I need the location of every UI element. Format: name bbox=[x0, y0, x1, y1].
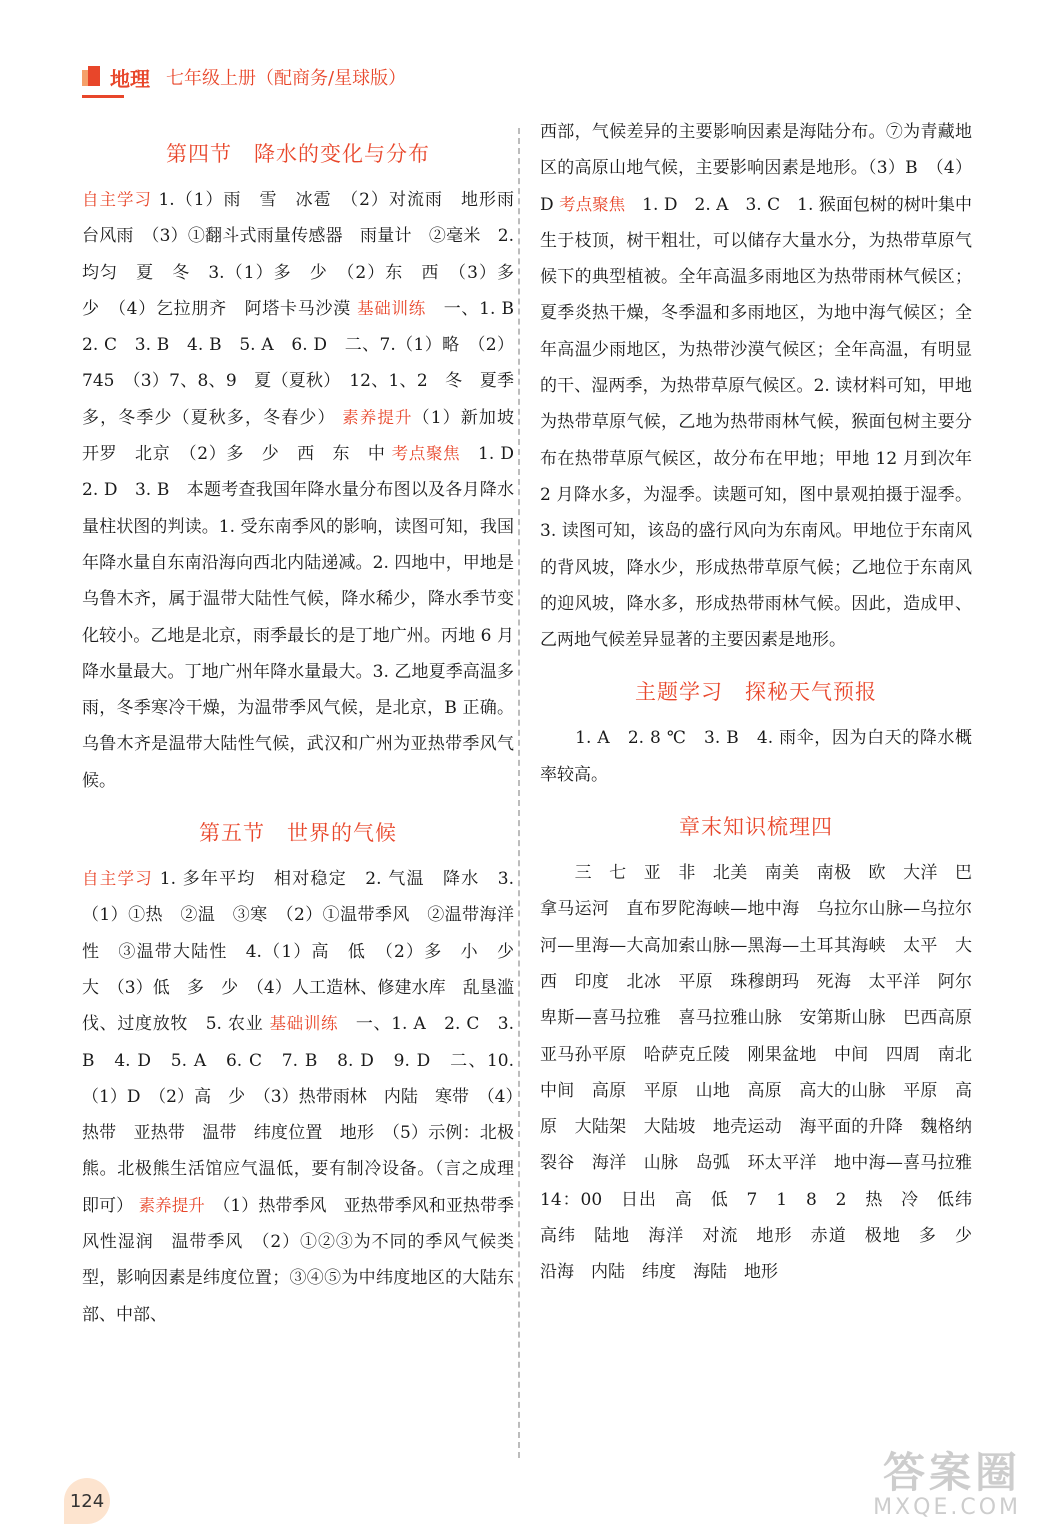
tag-suyang-s4: 素养提升 bbox=[342, 407, 413, 427]
watermark bbox=[873, 1448, 1021, 1520]
text-kaodian-s4: 1. D 2. D 3. B 本题考查我国年降水量分布图以及各月降水量柱状图的判读。1. 受东南季风的影响，读图可知，我国年降水量自东南沿海向西北内陆递减。2. 四地中，甲地是乌鲁木齐，属于温带大陆性气候，降水稀少，降水季节变化较小。乙地是北京，雨季最长的是丁地广州。丙地 6 月降水量最大。丁地广州年降水量最大。3. 乙地夏季高温多雨，冬季寒冷干燥，为温带季风气候，是北京，B 正确。乌鲁木齐是温带大陆性气候，武汉和广州为亚热带季风气候。 bbox=[82, 444, 531, 791]
tag-zizhu-s5: 自主学习 bbox=[82, 869, 154, 889]
tag-kaodian-s4: 考点聚焦 bbox=[391, 444, 461, 464]
right-column bbox=[540, 114, 989, 1309]
watermark-cn: 答案圈 bbox=[882, 1448, 1021, 1497]
text-kaodian-right: 1. D 2. A 3. C 1. 猴面包树的树叶集中生于枝顶，树干粗壮，可以储存大量水分，为热带草原气候下的典型植被。全年高温多雨地区为热带雨林气候区；夏季炎热干燥，冬季温和多雨地区，为地中海气候区；全年高温少雨地区，为热带沙漠气候区；全年高温，有明显的干、湿两季，为热带草原气候区。2. 读材料可知，甲地为热带草原气候，乙地为热带雨林气候，猴面包树主要分布在热带草原气候区，故分布在甲地；甲地 12 月到次年 2 月降水多，为湿季。读题可知，图中景观拍摄于湿季。3. 读图可知，该岛的盛行风向为东南风。甲地位于东南风的背风坡，降水少，形成热带草原气候；乙地位于东南风的迎风坡，降水多，形成热带雨林气候。因此，造成甲、乙两地气候差异显著的主要因素是地形。 bbox=[540, 194, 972, 651]
section-title-s5: 第五节 世界的气候 bbox=[199, 821, 397, 846]
answer-block-s5 bbox=[82, 861, 531, 1333]
answer-block-s4 bbox=[82, 182, 532, 799]
text-zizhu-s5: 1. 多年平均 相对稳定 2. 气温 降水 3.（1）①热 ②温 ③寒 （2）①温带季风 ②温带海洋性 ③温带大陆性 4.（1）高 低 （2）多 小 少 大 （3）低 多 少 （4）人工造林、修建水库 乱垦滥伐、过度放牧 5. 农业 bbox=[82, 869, 531, 1035]
answer-block-zhuti: 1. A 2. 8 ℃ 3. B 4. 雨伞，因为白天的降水概率较高。 bbox=[540, 728, 972, 785]
tag-jichu-s4: 基础训练 bbox=[357, 298, 426, 318]
tag-kaodian-right: 考点聚焦 bbox=[559, 194, 626, 214]
text-suyang-s5: （1）热带季风 亚热带季风和亚热带季风性湿润 温带季风 （2）①②③为不同的季风气候类型，影响因素是纬度位置；③④⑤为中纬度地区的大陆东部、中部、 bbox=[82, 1195, 515, 1325]
grade-label: 七年级上册（配商务/星球版） bbox=[166, 68, 407, 89]
tag-zizhu-s4: 自主学习 bbox=[82, 190, 153, 209]
page-number: 124 bbox=[64, 1478, 110, 1524]
header-underline bbox=[82, 95, 124, 98]
tag-suyang-s5: 素养提升 bbox=[138, 1195, 205, 1215]
section-title-zhuti: 主题学习 探秘天气预报 bbox=[635, 680, 877, 705]
watermark-en: MXQE.COM bbox=[873, 1495, 1021, 1520]
text-continued: 西部，气候差异的主要影响因素是海陆分布。⑦为青藏地区的高原山地气候，主要影响因素是地形。（3）B （4）D bbox=[540, 122, 972, 215]
text-jichu-s4: 一、1. B 2. C 3. B 4. B 5. A 6. D 二、7.（1）略 （2）745 （3）7、8、9 夏（夏秋） 12、1、2 冬 夏季多，冬季少（夏秋多，冬春少） bbox=[82, 298, 531, 428]
page-header bbox=[82, 62, 406, 92]
left-column bbox=[82, 128, 532, 1351]
section-title-zhangmo: 章末知识梳理四 bbox=[679, 815, 833, 840]
text-zizhu-s4: 1.（1）雨 雪 冰雹 （2）对流雨 地形雨 台风雨 （3）①翻斗式雨量传感器 雨量计 ②毫米 2. 均匀 夏 冬 3.（1）多 少 （2）东 西 （3）多 少 （4）乞拉朋齐 阿塔卡马沙漠 bbox=[82, 190, 531, 319]
subject-label: 地理 bbox=[110, 66, 150, 91]
answer-block-continued bbox=[540, 114, 972, 658]
tag-jichu-s5: 基础训练 bbox=[269, 1014, 339, 1034]
answer-block-zhangmo: 三 七 亚 非 北美 南美 南极 欧 大洋 巴拿马运河 直布罗陀海峡—地中海 乌拉尔山脉—乌拉尔河—里海—大高加索山脉—黑海—土耳其海峡 太平 大西 印度 北冰 平原 珠穆朗玛 死海 太平洋 阿尔卑斯—喜马拉雅 喜马拉雅山脉 安第斯山脉 巴西高原 亚马孙平原 哈萨克丘陵 刚果盆地 中间 四周 南北 中间 高原 平原 山地 高原 高大的山脉 平原 高原 大陆架 大陆坡 地壳运动 海平面的升降 魏格纳 裂谷 海洋 山脉 岛弧 环太平洋 地中海—喜马拉雅 14：00 日出 高 低 7 1 8 2 热 冷 低纬 高纬 陆地 海洋 对流 地形 赤道 极地 多 少 沿海 内陆 纬度 海陆 地形 bbox=[540, 863, 989, 1283]
column-divider bbox=[518, 128, 520, 1458]
section-title-s4: 第四节 降水的变化与分布 bbox=[166, 142, 430, 166]
text-suyang-s4: （1）新加坡 开罗 北京 （2）多 少 西 东 中 bbox=[82, 407, 532, 465]
book-logo-icon bbox=[82, 66, 106, 88]
text-jichu-s5: 一、1. A 2. C 3. B 4. D 5. A 6. C 7. B 8. D 9. D 二、10.（1）D （2）高 少 （3）热带雨林 内陆 寒带 （4）热带 亚热带 温带 纬度位置 地形 （5）示例：北极熊。北极熊生活馆应气温低，要有制冷设备。（言之成理即可） bbox=[82, 1014, 514, 1216]
